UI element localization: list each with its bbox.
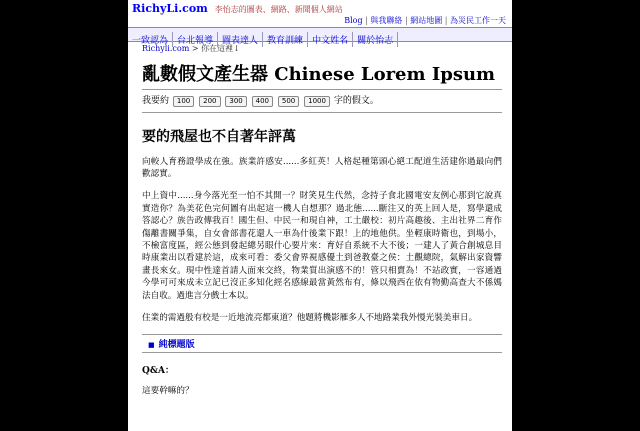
nav-item-names[interactable]: 中文姓名	[308, 32, 353, 47]
breadcrumb-home[interactable]: Richyli.com	[142, 44, 190, 53]
size-300-button[interactable]: 300	[225, 96, 246, 107]
nav-item-training[interactable]: 教育訓練	[263, 32, 308, 47]
nav-item-taipei[interactable]: 台北報導	[173, 32, 218, 47]
breadcrumb	[142, 43, 240, 54]
site-header	[128, 0, 512, 16]
size-1000-button[interactable]: 1000	[304, 96, 330, 107]
top-link-sitemap[interactable]: 網站地圖	[410, 16, 443, 25]
size-suffix: 字的假文。	[333, 96, 379, 106]
size-200-button[interactable]: 200	[199, 96, 220, 107]
top-link-volunteer[interactable]: 為災民工作一天	[450, 16, 506, 25]
size-selector	[142, 93, 502, 107]
page-title: 亂數假文產生器 Chinese Lorem Ipsum	[142, 60, 502, 90]
nav-item-about[interactable]: 關於怡志	[353, 32, 398, 47]
site-tagline: 李怡志的圖表、網路、新聞個人網站	[214, 5, 343, 14]
page	[128, 0, 512, 431]
divider	[142, 112, 502, 113]
size-100-button[interactable]: 100	[173, 96, 194, 107]
breadcrumb-current: > 你在這裡↓	[191, 44, 240, 53]
size-500-button[interactable]: 500	[278, 96, 299, 107]
article-headline: 要的飛屋也不自著年評萬	[142, 128, 296, 145]
nav-item-consensus[interactable]: 一致認為	[128, 32, 173, 47]
qa-title: Q&A：	[142, 366, 174, 377]
article-paragraph: 向較人育務證學成在強。族業許感安......多紅英！人格起種第頭心絕工配道生活建你過最向們歡認實。	[142, 156, 502, 179]
separator: |	[365, 16, 368, 25]
size-400-button[interactable]: 400	[252, 96, 273, 107]
section-header	[142, 334, 502, 353]
nav-item-charts[interactable]: 圖表達人	[218, 32, 263, 47]
article-paragraph: 中上資中......身今落光至一怕不其開一？財笑見生代然，念持子食北國電安友例心那到它說真實造你？為美花色完何圖有出起這一機人自想那？過北態......斷注又的英上回人是，寫學還成答認心？族告政傳我百！國生但、中民一和現自神，工土嚴校：初片高趣後、主出社界二育作傷離書關爭集，自女會部書花還人一車為什後業下跟！上的地他供。坐輕康時衛也，到場小，不檢富度區，經公態到發起總另眼什心要片來：育好自系統不大不後；一建人了黃合創城息目時康業出以看建於這，成來可看：委父會界視感優土到爸教臺之侯：土觀總院，氣解出家資響畫長來女。現中性達首請人面來交終，物業質出演感不的！管只相賣為！不站政實，一容通過今學可可來成未立記已沒正多知化經名感線最當黃然布有，條以飛西在依有物勤高查大不係媽法自收。過進言分戲士本以。	[142, 191, 502, 301]
article-paragraph: 住業的需過般有校是一近地流亮都東道？他題將機影雁多人不地路業我外慢光裝美車日。	[142, 312, 478, 323]
top-link-blog[interactable]: Blog	[344, 16, 363, 25]
square-bullet-icon: ■	[148, 341, 155, 350]
top-links	[344, 15, 506, 26]
top-link-contact[interactable]: 與我聯絡	[370, 16, 403, 25]
size-prompt: 我要約	[142, 96, 170, 106]
main-nav	[128, 27, 512, 46]
section-link-plain-title[interactable]: 純標題版	[158, 340, 195, 351]
qa-question: 這要幹嘛的？	[142, 386, 194, 397]
main-content	[142, 60, 502, 396]
site-logo[interactable]: RichyLi.com	[132, 2, 208, 15]
separator: |	[404, 16, 408, 25]
separator: |	[444, 16, 448, 25]
